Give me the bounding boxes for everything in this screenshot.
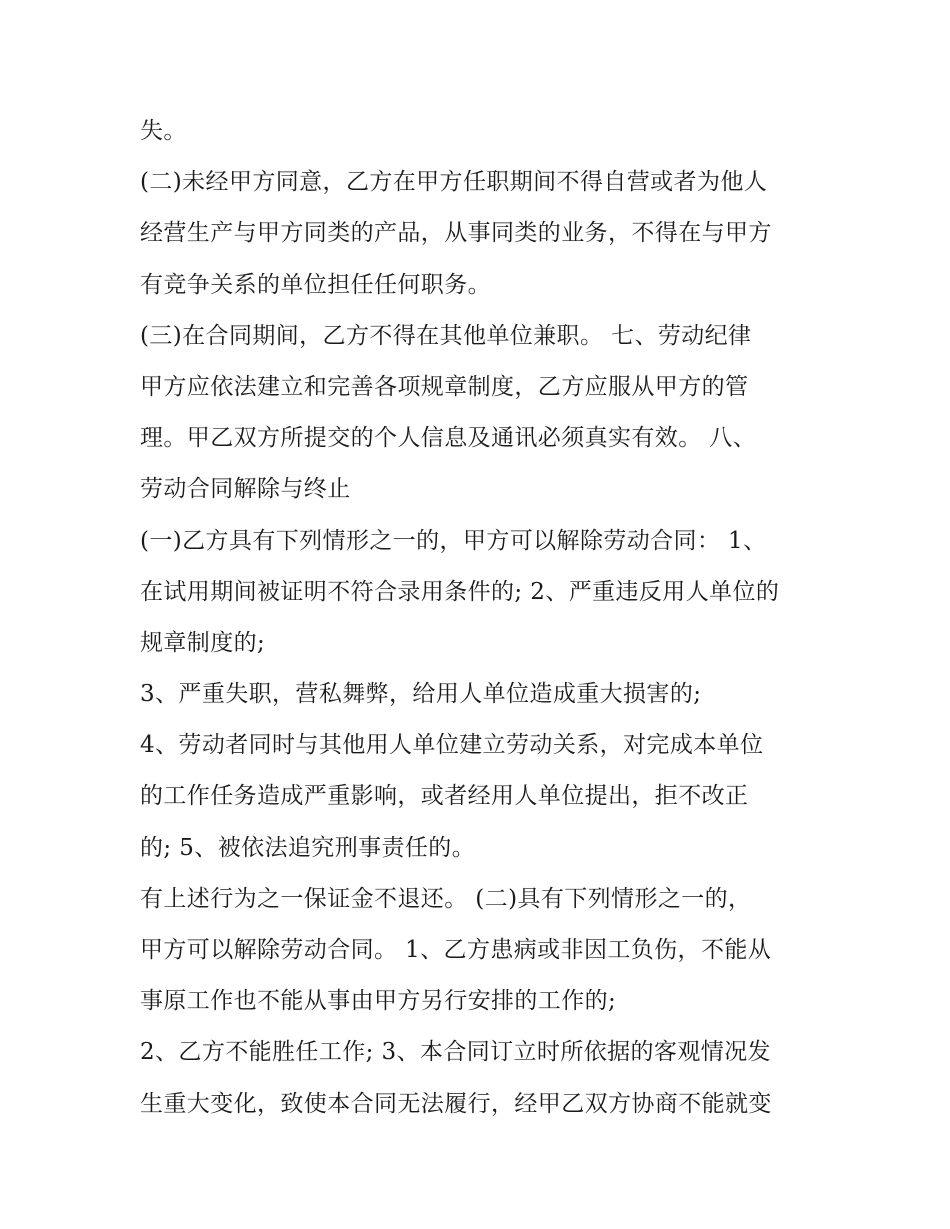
document-body <box>140 106 820 1130</box>
text-line: 理。甲乙双方所提交的个人信息及通讯必须真实有效。 八、 <box>140 425 757 452</box>
text-line: 事原工作也不能从事由甲方另行安排的工作的; <box>140 988 617 1015</box>
text-line: 在试用期间被证明不符合录用条件的; 2、严重违反用人单位的 <box>140 578 780 605</box>
text-line: (一)乙方具有下列情形之一的，甲方可以解除劳动合同： 1、 <box>140 527 767 554</box>
text-line: 失。 <box>140 118 187 144</box>
text-line: 有上述行为之一保证金不退还。 (二)具有下列情形之一的， <box>140 885 752 912</box>
text-line: 经营生产与甲方同类的产品，从事同类的业务，不得在与甲方 <box>140 220 772 247</box>
text-line: 劳动合同解除与终止 <box>140 476 351 503</box>
text-line: 规章制度的; <box>140 629 266 656</box>
text-line: 甲方可以解除劳动合同。 1、乙方患病或非因工负伤，不能从 <box>140 937 772 963</box>
text-line: 有竞争关系的单位担任任何职务。 <box>140 271 491 298</box>
text-line: (三)在合同期间，乙方不得在其他单位兼职。 七、劳动纪律 <box>140 322 752 349</box>
text-line: (二)未经甲方同意，乙方在甲方任职期间不得自营或者为他人 <box>140 169 768 196</box>
text-line: 的工作任务造成严重影响，或者经用人单位提出，拒不改正 <box>140 783 749 810</box>
text-line: 甲方应依法建立和完善各项规章制度，乙方应服从甲方的管 <box>140 373 749 400</box>
text-line: 的; 5、被依法追究刑事责任的。 <box>140 834 476 861</box>
text-line: 2、乙方不能胜任工作; 3、本合同订立时所依据的客观情况发 <box>140 1039 771 1066</box>
text-line: 3、严重失职，营私舞弊，给用人单位造成重大损害的; <box>140 681 702 708</box>
text-line: 生重大变化，致使本合同无法履行，经甲乙双方协商不能就变 <box>140 1090 772 1117</box>
text-line: 4、劳动者同时与其他用人单位建立劳动关系，对完成本单位 <box>140 732 764 759</box>
